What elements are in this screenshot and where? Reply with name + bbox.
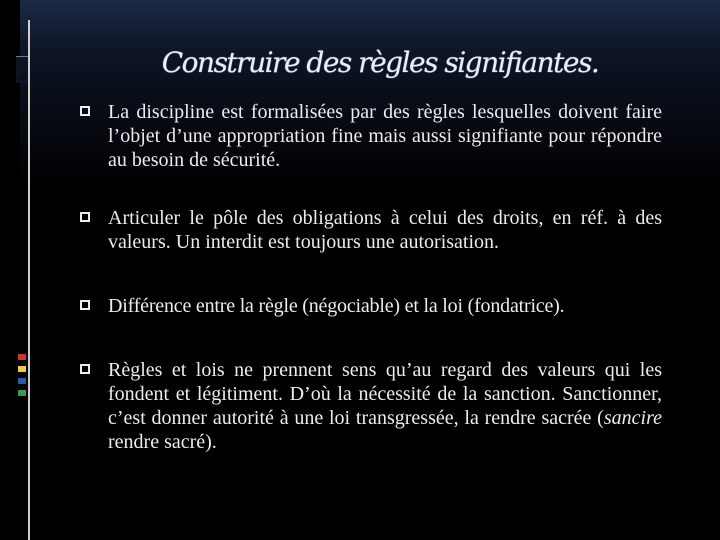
bullet-text: Articuler le pôle des obligations à celui des droits, en réf. à des valeurs. Un interdit est toujours une autorisation. <box>108 207 662 253</box>
square-bullet-icon <box>80 212 90 222</box>
accent-strip-blue <box>18 378 26 384</box>
bullet-text: Différence entre la règle (négociable) et la loi (fondatrice). <box>108 295 565 317</box>
bullet-item <box>80 206 662 254</box>
accent-strip-yellow <box>18 366 26 372</box>
square-bullet-icon <box>80 364 90 374</box>
left-vertical-rule <box>28 20 30 540</box>
square-bullet-icon <box>80 106 90 116</box>
bullet-item <box>80 294 662 318</box>
bullet-text-italic: sancire <box>603 407 662 429</box>
bullet-item <box>80 358 662 454</box>
bullet-item <box>80 100 662 172</box>
bullet-text <box>108 358 662 454</box>
accent-strip-green <box>18 390 26 396</box>
square-bullet-icon <box>80 300 90 310</box>
bullet-text-before: Règles et lois ne prennent sens qu’au regard des valeurs qui les fondent et légitiment. D’où la nécessité de la sanction. Sanctionner, c’est donner autorité à une loi transgressée, la rendre sacrée ( <box>108 359 662 429</box>
bullet-text: La discipline est formalisées par des règles lesquelles doivent faire l’objet d’une appropriation fine mais aussi signifiante pour répondre au besoin de sécurité. <box>108 101 662 171</box>
accent-strip-red <box>18 354 26 360</box>
slide-title: Construire des règles signifiantes. <box>161 46 599 79</box>
bullet-list <box>80 100 662 454</box>
bullet-text-after: rendre sacré). <box>108 431 217 453</box>
